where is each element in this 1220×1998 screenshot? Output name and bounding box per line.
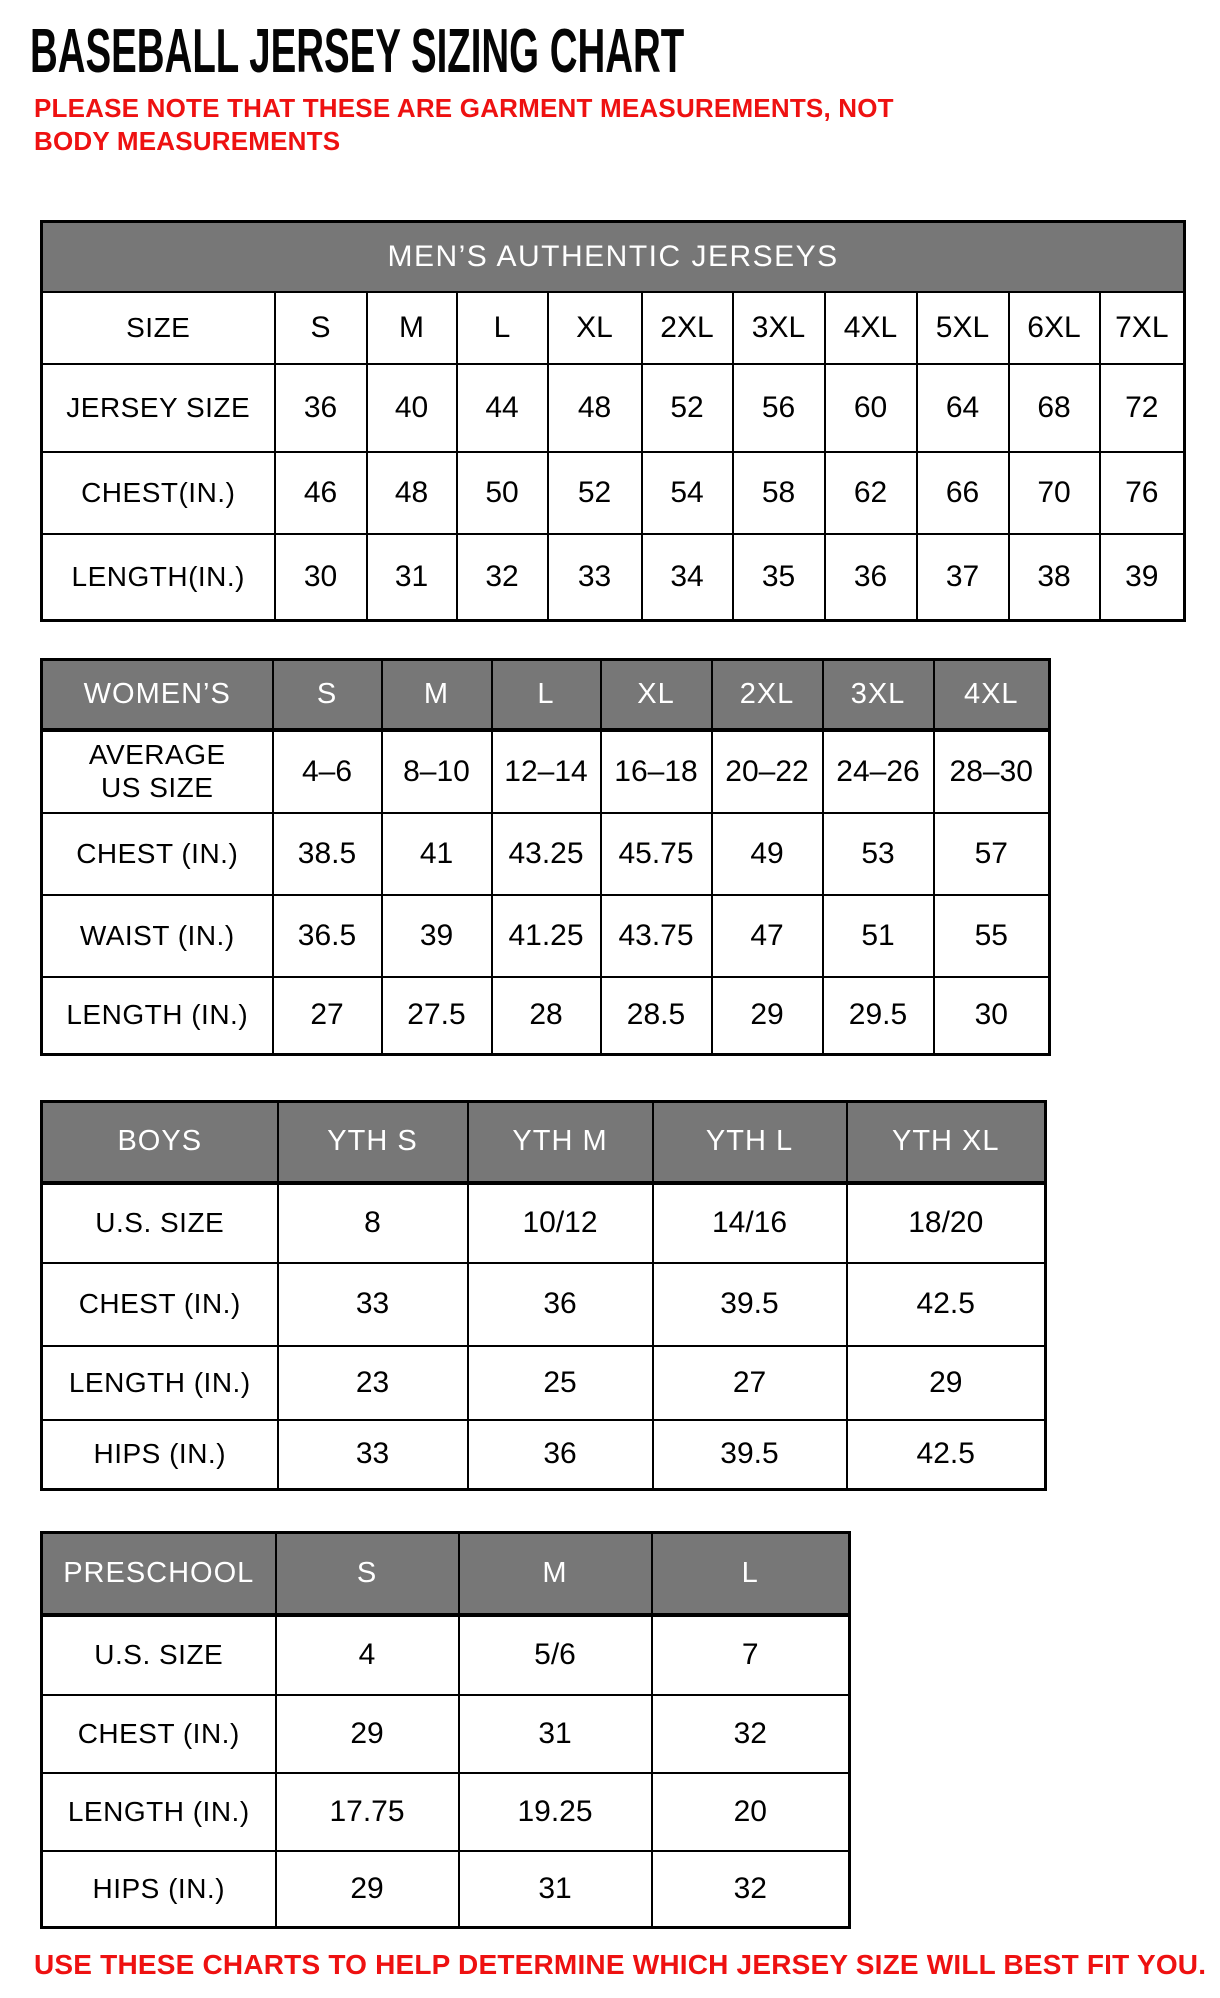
value-cell: 46 (275, 452, 367, 534)
value-cell: 23 (278, 1346, 468, 1420)
value-cell: 19.25 (459, 1773, 652, 1851)
value-cell: 8–10 (382, 730, 492, 813)
size-header-cell: L (652, 1533, 850, 1615)
value-cell: 17.75 (276, 1773, 459, 1851)
preschool-sizing-table (40, 1531, 851, 1929)
value-cell: 28–30 (934, 730, 1050, 813)
mens-sizing-table (40, 220, 1186, 622)
value-cell: 62 (825, 452, 917, 534)
value-cell: 35 (733, 534, 825, 621)
value-cell: 66 (917, 452, 1009, 534)
value-cell: 12–14 (492, 730, 601, 813)
value-cell: 32 (652, 1851, 850, 1928)
boys-sizing-table (40, 1100, 1047, 1491)
value-cell: 72 (1100, 364, 1185, 452)
size-header-cell: YTH M (468, 1102, 653, 1183)
value-cell: 41 (382, 813, 492, 895)
value-cell: 43.75 (601, 895, 712, 977)
value-cell: 36.5 (273, 895, 382, 977)
size-header-cell: YTH L (653, 1102, 847, 1183)
value-cell: 27 (273, 977, 382, 1055)
row-label: LENGTH (IN.) (42, 1346, 278, 1420)
value-cell: 60 (825, 364, 917, 452)
row-label: U.S. SIZE (42, 1183, 278, 1263)
value-cell: 24–26 (823, 730, 934, 813)
value-cell: 39 (382, 895, 492, 977)
size-header-cell: 2XL (642, 292, 733, 364)
value-cell: 41.25 (492, 895, 601, 977)
preschool-table-title: PRESCHOOL (42, 1533, 276, 1615)
value-cell: 49 (712, 813, 823, 895)
value-cell: 45.75 (601, 813, 712, 895)
value-cell: 18/20 (847, 1183, 1046, 1263)
value-cell: 52 (642, 364, 733, 452)
size-header-cell: L (457, 292, 548, 364)
row-label: SIZE (42, 292, 275, 364)
value-cell: 39 (1100, 534, 1185, 621)
value-cell: 36 (468, 1420, 653, 1490)
value-cell: 50 (457, 452, 548, 534)
row-label: CHEST(IN.) (42, 452, 275, 534)
value-cell: 8 (278, 1183, 468, 1263)
row-label: HIPS (IN.) (42, 1851, 276, 1928)
value-cell: 55 (934, 895, 1050, 977)
row-label: LENGTH (IN.) (42, 977, 273, 1055)
row-label: U.S. SIZE (42, 1615, 276, 1695)
value-cell: 34 (642, 534, 733, 621)
row-label: CHEST (IN.) (42, 1695, 276, 1773)
value-cell: 38 (1009, 534, 1100, 621)
value-cell: 39.5 (653, 1420, 847, 1490)
value-cell: 30 (934, 977, 1050, 1055)
row-label (42, 730, 273, 813)
value-cell: 36 (275, 364, 367, 452)
value-cell: 31 (459, 1695, 652, 1773)
size-header-cell: M (367, 292, 457, 364)
value-cell: 30 (275, 534, 367, 621)
size-header-cell: YTH S (278, 1102, 468, 1183)
value-cell: 27.5 (382, 977, 492, 1055)
size-header-cell: 3XL (823, 660, 934, 730)
size-header-cell: XL (548, 292, 642, 364)
value-cell: 39.5 (653, 1263, 847, 1346)
row-label: CHEST (IN.) (42, 813, 273, 895)
row-label: CHEST (IN.) (42, 1263, 278, 1346)
size-header-cell: S (276, 1533, 459, 1615)
size-header-cell: YTH XL (847, 1102, 1046, 1183)
size-header-cell: 4XL (825, 292, 917, 364)
value-cell: 4 (276, 1615, 459, 1695)
value-cell: 56 (733, 364, 825, 452)
value-cell: 4–6 (273, 730, 382, 813)
size-header-cell: M (459, 1533, 652, 1615)
value-cell: 48 (367, 452, 457, 534)
value-cell: 57 (934, 813, 1050, 895)
size-header-cell: 5XL (917, 292, 1009, 364)
value-cell: 7 (652, 1615, 850, 1695)
value-cell: 27 (653, 1346, 847, 1420)
value-cell: 33 (548, 534, 642, 621)
value-cell: 31 (367, 534, 457, 621)
garment-measurements-note: PLEASE NOTE THAT THESE ARE GARMENT MEASUREMENTS, NOT BODY MEASUREMENTS (34, 93, 894, 156)
row-label-line: US SIZE (101, 771, 214, 803)
value-cell: 5/6 (459, 1615, 652, 1695)
value-cell: 37 (917, 534, 1009, 621)
size-header-cell: 4XL (934, 660, 1050, 730)
mens-table-title: MEN’S AUTHENTIC JERSEYS (42, 222, 1185, 292)
value-cell: 54 (642, 452, 733, 534)
value-cell: 76 (1100, 452, 1185, 534)
value-cell: 32 (457, 534, 548, 621)
value-cell: 32 (652, 1695, 850, 1773)
value-cell: 33 (278, 1263, 468, 1346)
value-cell: 47 (712, 895, 823, 977)
value-cell: 70 (1009, 452, 1100, 534)
boys-table-title: BOYS (42, 1102, 278, 1183)
value-cell: 42.5 (847, 1420, 1046, 1490)
value-cell: 29.5 (823, 977, 934, 1055)
value-cell: 14/16 (653, 1183, 847, 1263)
size-header-cell: M (382, 660, 492, 730)
value-cell: 29 (847, 1346, 1046, 1420)
row-label: LENGTH (IN.) (42, 1773, 276, 1851)
size-header-cell: XL (601, 660, 712, 730)
value-cell: 44 (457, 364, 548, 452)
value-cell: 64 (917, 364, 1009, 452)
value-cell: 29 (276, 1851, 459, 1928)
value-cell: 43.25 (492, 813, 601, 895)
size-header-cell: 7XL (1100, 292, 1185, 364)
womens-table-title: WOMEN’S (42, 660, 273, 730)
row-label: JERSEY SIZE (42, 364, 275, 452)
value-cell: 52 (548, 452, 642, 534)
value-cell: 25 (468, 1346, 653, 1420)
page-title: BASEBALL JERSEY SIZING CHART (30, 17, 685, 86)
row-label-line: AVERAGE (88, 739, 226, 771)
value-cell: 36 (825, 534, 917, 621)
value-cell: 16–18 (601, 730, 712, 813)
value-cell: 20–22 (712, 730, 823, 813)
value-cell: 20 (652, 1773, 850, 1851)
value-cell: 28 (492, 977, 601, 1055)
value-cell: 33 (278, 1420, 468, 1490)
size-header-cell: S (273, 660, 382, 730)
value-cell: 29 (276, 1695, 459, 1773)
value-cell: 29 (712, 977, 823, 1055)
value-cell: 48 (548, 364, 642, 452)
size-header-cell: 6XL (1009, 292, 1100, 364)
size-header-cell: S (275, 292, 367, 364)
size-header-cell: 2XL (712, 660, 823, 730)
value-cell: 40 (367, 364, 457, 452)
fit-advice-footer: USE THESE CHARTS TO HELP DETERMINE WHICH JERSEY SIZE WILL BEST FIT YOU. (34, 1949, 1207, 1980)
value-cell: 53 (823, 813, 934, 895)
row-label: LENGTH(IN.) (42, 534, 275, 621)
value-cell: 36 (468, 1263, 653, 1346)
value-cell: 58 (733, 452, 825, 534)
row-label: HIPS (IN.) (42, 1420, 278, 1490)
value-cell: 31 (459, 1851, 652, 1928)
size-header-cell: 3XL (733, 292, 825, 364)
row-label: WAIST (IN.) (42, 895, 273, 977)
value-cell: 10/12 (468, 1183, 653, 1263)
value-cell: 28.5 (601, 977, 712, 1055)
value-cell: 42.5 (847, 1263, 1046, 1346)
size-header-cell: L (492, 660, 601, 730)
value-cell: 68 (1009, 364, 1100, 452)
value-cell: 38.5 (273, 813, 382, 895)
womens-sizing-table (40, 658, 1051, 1056)
value-cell: 51 (823, 895, 934, 977)
